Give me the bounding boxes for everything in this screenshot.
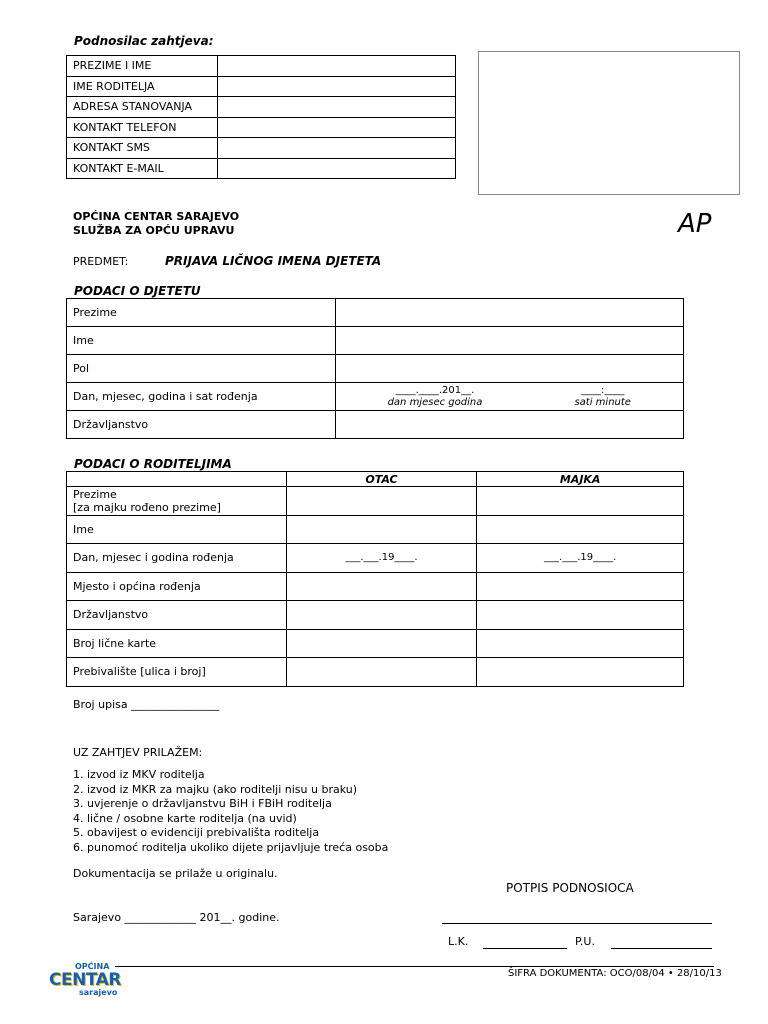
child-birth-time-template: ____:____ xyxy=(581,384,625,396)
attachments-note: Dokumentacija se prilaže u originalu. xyxy=(73,867,278,880)
child-row xyxy=(67,355,684,383)
child-row xyxy=(67,299,684,327)
child-row xyxy=(67,327,684,355)
signature-line xyxy=(442,923,712,924)
parents-field-label-sub: [za majku rođeno prezime] xyxy=(73,500,221,514)
parents-row xyxy=(67,515,684,544)
applicant-field-label: KONTAKT SMS xyxy=(67,138,218,159)
applicant-row xyxy=(67,97,456,118)
child-field-label: Državljanstvo xyxy=(67,411,336,439)
parents-field-label: Državljanstvo xyxy=(67,601,287,630)
attachments-list xyxy=(73,768,388,856)
father-field-value[interactable] xyxy=(286,629,477,658)
attachment-item: 1. izvod iz MKV roditelja xyxy=(73,768,205,781)
entry-number: Broj upisa ________________ xyxy=(73,698,220,711)
applicant-field-label: ADRESA STANOVANJA xyxy=(67,97,218,118)
office-service: SLUŽBA ZA OPĆU UPRAVU xyxy=(73,224,235,237)
applicant-row xyxy=(67,138,456,159)
mother-field-value[interactable] xyxy=(477,629,684,658)
child-field-label: Ime xyxy=(67,327,336,355)
parents-section-title: PODACI O RODITELJIMA xyxy=(74,457,232,471)
signature-label: POTPIS PODNOSIOCA xyxy=(506,881,634,895)
mother-field-value[interactable] xyxy=(477,544,684,573)
parents-field-label: Prebivalište [ulica i broj] xyxy=(67,658,287,687)
applicant-table xyxy=(66,55,456,179)
lk-label: L.K. xyxy=(448,935,469,948)
parents-header-row xyxy=(67,472,684,487)
applicant-field-value[interactable] xyxy=(218,138,456,159)
applicant-field-value[interactable] xyxy=(218,56,456,77)
mother-field-value[interactable] xyxy=(477,515,684,544)
parents-row xyxy=(67,629,684,658)
applicant-title: Podnosilac zahtjeva: xyxy=(74,34,214,48)
lk-line xyxy=(483,948,567,949)
photo-box xyxy=(478,51,740,195)
father-birth-date-template: ___.___.19____. xyxy=(345,552,418,564)
child-field-label: Pol xyxy=(67,355,336,383)
form-code: AP xyxy=(678,209,712,239)
applicant-field-label: PREZIME I IME xyxy=(67,56,218,77)
parents-field-label: Ime xyxy=(67,515,287,544)
applicant-field-value[interactable] xyxy=(218,76,456,97)
applicant-field-label: KONTAKT TELEFON xyxy=(67,117,218,138)
parents-field-label-main: Prezime xyxy=(73,487,117,501)
logo-main-text: CENTAR xyxy=(49,970,121,990)
child-row xyxy=(67,411,684,439)
parents-field-label: Broj lične karte xyxy=(67,629,287,658)
child-field-label: Dan, mjesec, godina i sat rođenja xyxy=(67,383,336,411)
logo-top-text: OPĆINA xyxy=(75,962,110,971)
father-field-value[interactable] xyxy=(286,572,477,601)
subject-text: PRIJAVA LIČNOG IMENA DJETETA xyxy=(165,254,382,268)
mother-field-value[interactable] xyxy=(477,601,684,630)
parents-table xyxy=(66,471,684,687)
child-field-value[interactable] xyxy=(335,355,683,383)
parents-field-label: Dan, mjesec i godina rođenja xyxy=(67,544,287,573)
attachment-item: 4. lične / osobne karte roditelja (na uvid) xyxy=(73,811,297,825)
father-field-value[interactable] xyxy=(286,658,477,687)
applicant-field-value[interactable] xyxy=(218,97,456,118)
parents-field-label: Mjesto i općina rođenja xyxy=(67,572,287,601)
child-birth-date-template: ____.____.201__. xyxy=(395,384,475,396)
applicant-row xyxy=(67,158,456,179)
attachment-item: 3. uvjerenje o državljanstvu BiH i FBiH roditelja xyxy=(73,797,332,811)
child-table xyxy=(66,298,684,439)
child-birth-time-hint: sati minute xyxy=(574,396,631,408)
parents-header-empty xyxy=(67,472,287,487)
child-field-label: Prezime xyxy=(67,299,336,327)
parents-row xyxy=(67,658,684,687)
attachments-title: UZ ZAHTJEV PRILAŽEM: xyxy=(73,746,203,759)
attachment-item: 6. punomoć roditelja ukoliko dijete prijavljuje treća osoba xyxy=(73,840,389,854)
applicant-field-label: IME RODITELJA xyxy=(67,76,218,97)
parents-row xyxy=(67,544,684,573)
parents-row xyxy=(67,601,684,630)
applicant-field-value[interactable] xyxy=(218,158,456,179)
applicant-row xyxy=(67,117,456,138)
child-field-value[interactable] xyxy=(335,383,683,411)
father-field-value[interactable] xyxy=(286,601,477,630)
footer-rule xyxy=(115,966,714,967)
child-section-title: PODACI O DJETETU xyxy=(74,284,201,298)
document-code: ŠIFRA DOKUMENTA: OCO/08/04 • 28/10/13 xyxy=(508,968,722,979)
father-field-value[interactable] xyxy=(286,487,477,516)
applicant-row xyxy=(67,76,456,97)
child-birth-date-hint: dan mjesec godina xyxy=(387,396,483,408)
child-field-value[interactable] xyxy=(335,327,683,355)
office-name: OPĆINA CENTAR SARAJEVO xyxy=(73,210,240,223)
mother-birth-date-template: ___.___.19____. xyxy=(544,552,617,564)
child-field-value[interactable] xyxy=(335,411,683,439)
attachment-item: 5. obavijest o evidenciji prebivališta roditelja xyxy=(73,826,320,840)
mother-field-value[interactable] xyxy=(477,572,684,601)
subject-label: PREDMET: xyxy=(73,255,129,268)
child-row xyxy=(67,383,684,411)
parents-field-label xyxy=(67,487,287,516)
parents-row xyxy=(67,572,684,601)
logo-sub-text: sarajevo xyxy=(79,988,118,997)
parents-row xyxy=(67,487,684,516)
pu-label: P.U. xyxy=(575,935,595,948)
father-column-header: OTAC xyxy=(286,472,477,487)
applicant-field-value[interactable] xyxy=(218,117,456,138)
applicant-row xyxy=(67,56,456,77)
child-field-value[interactable] xyxy=(335,299,683,327)
place-date: Sarajevo _____________ 201__. godine. xyxy=(73,911,280,924)
father-field-value[interactable] xyxy=(286,544,477,573)
attachment-item: 2. izvod iz MKR za majku (ako roditelji nisu u braku) xyxy=(73,782,358,796)
father-field-value[interactable] xyxy=(286,515,477,544)
mother-column-header: MAJKA xyxy=(477,472,684,487)
mother-field-value[interactable] xyxy=(477,658,684,687)
mother-field-value[interactable] xyxy=(477,487,684,516)
municipality-logo xyxy=(47,962,119,998)
applicant-field-label: KONTAKT E-MAIL xyxy=(67,158,218,179)
pu-line xyxy=(611,948,712,949)
